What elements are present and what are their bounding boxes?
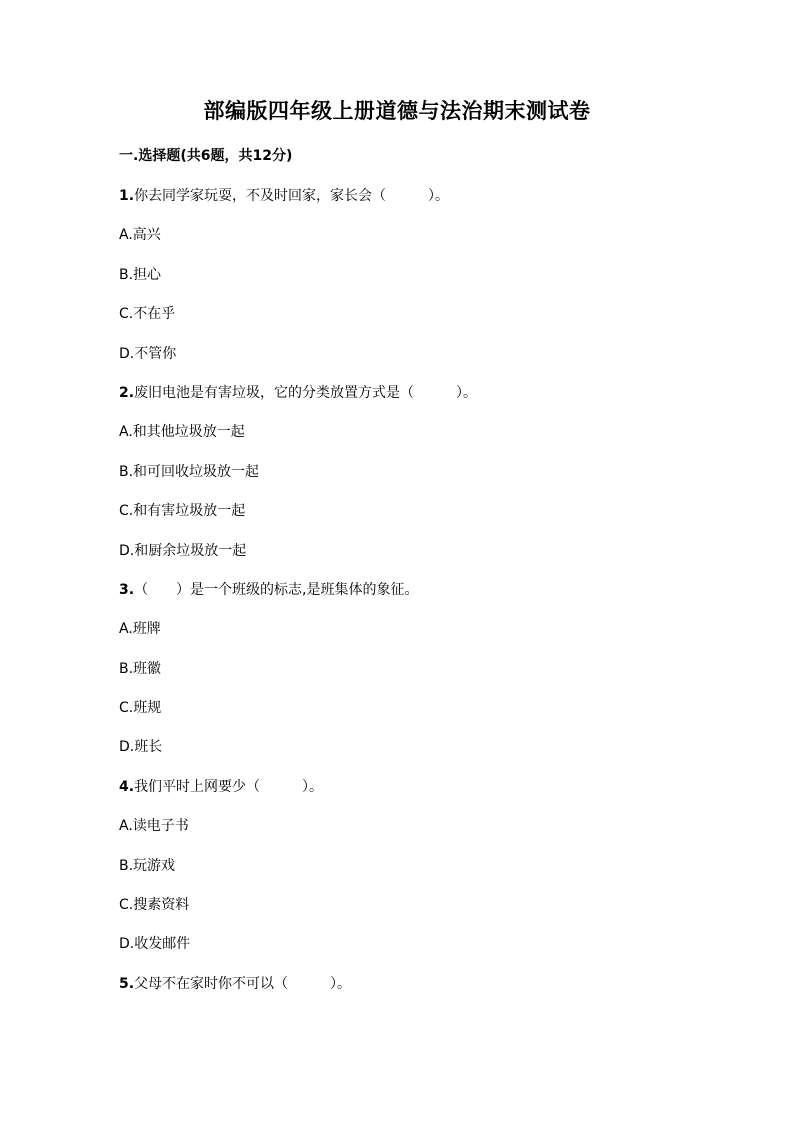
option-1b: B.担心 [119,266,162,283]
option-1a: A.高兴 [119,227,161,244]
option-2c: C.和有害垃圾放一起 [119,503,246,520]
question-stem: 父母不在家时你不可以（ ）。 [134,975,352,992]
option-4b: B.玩游戏 [119,857,176,874]
option-3b: B.班徽 [119,660,162,677]
option-4c: C.搜素资料 [119,897,190,914]
question-number: 5. [119,975,135,992]
question-1 [119,184,719,223]
page-title: 部编版四年级上册道德与法治期末测试卷 [203,98,591,123]
question-2 [119,381,719,420]
option-1d: D.不管你 [119,345,177,362]
question-number: 1. [119,188,135,204]
option-3c: C.班规 [119,700,162,717]
question-stem: 我们平时上网要少（ ）。 [134,778,324,795]
question-stem: 你去同学家玩耍，不及时回家，家长会（ ）。 [134,188,450,204]
question-4 [119,775,719,814]
option-2a: A.和其他垃圾放一起 [119,424,245,441]
option-3d: D.班长 [119,739,163,756]
option-4d: D.收发邮件 [119,936,191,953]
option-4a: A.读电子书 [119,818,189,835]
question-number: 2. [119,384,135,401]
question-stem: 废旧电池是有害垃圾，它的分类放置方式是（ ）。 [134,384,478,401]
option-1c: C.不在乎 [119,306,176,323]
question-list [119,184,719,1011]
section-heading: 一.选择题(共6题，共12分) [119,148,293,164]
question-number: 4. [119,778,135,795]
question-3 [119,578,719,617]
option-3a: A.班牌 [119,621,161,638]
option-2d: D.和厨余垃圾放一起 [119,542,247,559]
option-2b: B.和可回收垃圾放一起 [119,463,260,480]
question-stem: （ ）是一个班级的标志,是班集体的象征。 [134,581,419,598]
question-number: 3. [119,581,135,598]
question-5 [119,972,719,1011]
